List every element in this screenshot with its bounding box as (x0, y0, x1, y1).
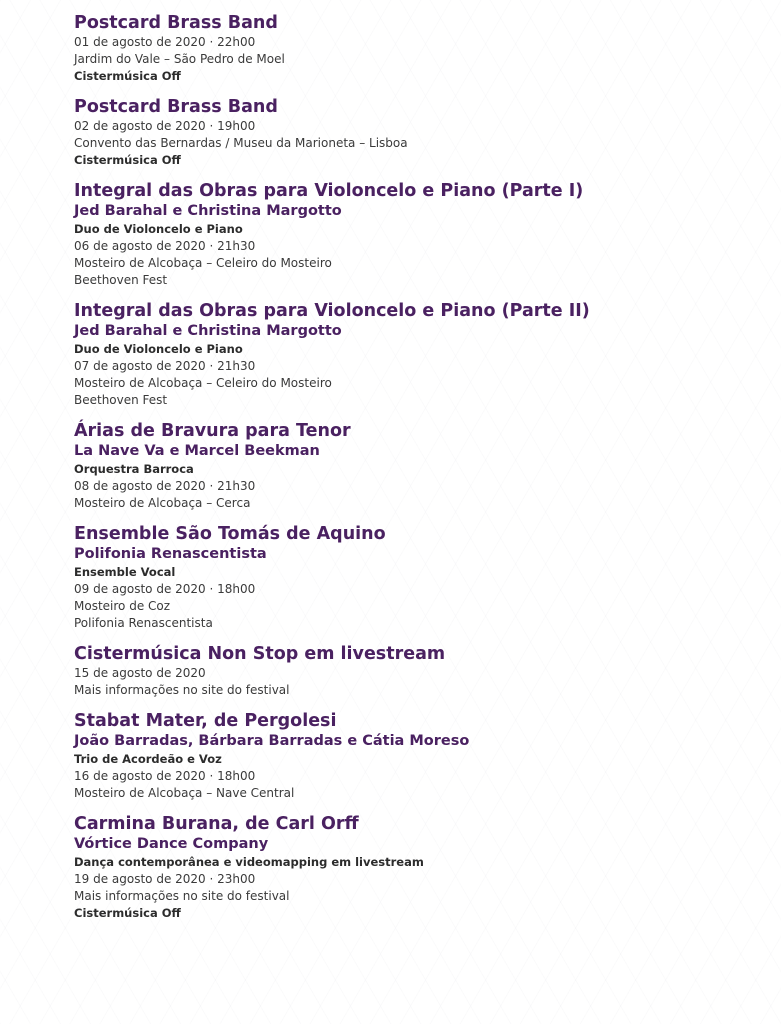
event-date: 19 de agosto de 2020 · 23h00 (74, 872, 256, 886)
event-venue: Mosteiro de Alcobaça – Celeiro do Mosteiro (74, 256, 332, 270)
event-performers: Jed Barahal e Christina Margotto (74, 203, 342, 219)
event-venue: Mosteiro de Coz (74, 599, 171, 613)
event-title: Integral das Obras para Violoncelo e Piano (Parte I) (74, 181, 584, 201)
event-title: Postcard Brass Band (74, 13, 278, 33)
event-title: Stabat Mater, de Pergolesi (74, 711, 337, 731)
event-venue: Mosteiro de Alcobaça – Cerca (74, 496, 251, 510)
event-item (74, 300, 754, 409)
event-ensemble: Duo de Violoncelo e Piano (74, 222, 243, 236)
event-item (74, 420, 754, 512)
event-tag: Cistermúsica Off (74, 153, 181, 167)
event-item (74, 710, 754, 802)
event-item (74, 180, 754, 289)
event-date: 08 de agosto de 2020 · 21h30 (74, 479, 256, 493)
event-item (74, 523, 754, 632)
event-venue: Mosteiro de Alcobaça – Nave Central (74, 786, 295, 800)
event-title: Postcard Brass Band (74, 97, 278, 117)
event-ensemble: Dança contemporânea e videomapping em livestream (74, 855, 424, 869)
event-ensemble: Orquestra Barroca (74, 462, 194, 476)
event-performers: Vórtice Dance Company (74, 836, 269, 852)
event-performers: Polifonia Renascentista (74, 546, 267, 562)
event-venue: Jardim do Vale – São Pedro de Moel (74, 52, 285, 66)
event-date: 09 de agosto de 2020 · 18h00 (74, 582, 256, 596)
event-date: 15 de agosto de 2020 (74, 666, 206, 680)
event-title: Integral das Obras para Violoncelo e Piano (Parte II) (74, 301, 590, 321)
event-date: 02 de agosto de 2020 · 19h00 (74, 119, 256, 133)
event-title: Ensemble São Tomás de Aquino (74, 524, 386, 544)
event-series: Beethoven Fest (74, 393, 168, 407)
event-item (74, 96, 754, 169)
event-listing (74, 12, 754, 933)
event-title: Carmina Burana, de Carl Orff (74, 814, 359, 834)
event-item (74, 813, 754, 922)
event-item (74, 12, 754, 85)
event-series: Polifonia Renascentista (74, 616, 213, 630)
event-performers: Jed Barahal e Christina Margotto (74, 323, 342, 339)
event-title: Cistermúsica Non Stop em livestream (74, 644, 446, 664)
event-info: Mais informações no site do festival (74, 683, 290, 697)
event-title: Árias de Bravura para Tenor (74, 421, 351, 441)
event-performers: João Barradas, Bárbara Barradas e Cátia Moreso (74, 733, 470, 749)
event-info: Mais informações no site do festival (74, 889, 290, 903)
event-date: 01 de agosto de 2020 · 22h00 (74, 35, 256, 49)
event-date: 07 de agosto de 2020 · 21h30 (74, 359, 256, 373)
event-ensemble: Duo de Violoncelo e Piano (74, 342, 243, 356)
event-performers: La Nave Va e Marcel Beekman (74, 443, 320, 459)
event-date: 16 de agosto de 2020 · 18h00 (74, 769, 256, 783)
event-tag: Cistermúsica Off (74, 906, 181, 920)
event-series: Beethoven Fest (74, 273, 168, 287)
event-venue: Mosteiro de Alcobaça – Celeiro do Mosteiro (74, 376, 332, 390)
event-ensemble: Trio de Acordeão e Voz (74, 752, 222, 766)
event-tag: Cistermúsica Off (74, 69, 181, 83)
event-date: 06 de agosto de 2020 · 21h30 (74, 239, 256, 253)
event-item (74, 643, 754, 699)
event-ensemble: Ensemble Vocal (74, 565, 176, 579)
event-venue: Convento das Bernardas / Museu da Marioneta – Lisboa (74, 136, 408, 150)
